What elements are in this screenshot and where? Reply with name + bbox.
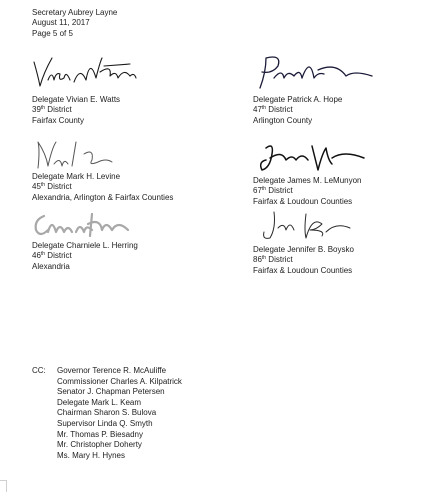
cc-label: CC: (32, 366, 46, 375)
signer-district: 46th District (32, 251, 72, 260)
signer-area: Fairfax & Loudoun Counties (253, 197, 353, 206)
signature-watts (30, 52, 140, 92)
signer-district: 47th District (253, 105, 293, 114)
signer-area: Fairfax County (32, 116, 85, 125)
signer-district: 45th District (32, 182, 72, 191)
cc-list (57, 366, 182, 461)
signer-area: Arlington County (253, 116, 313, 125)
signer-area: Alexandria (32, 262, 70, 271)
recipient-line: Secretary Aubrey Layne (32, 8, 118, 17)
signer-name: Delegate Vivian E. Watts (32, 95, 121, 104)
signer-area: Fairfax & Loudoun Counties (253, 266, 353, 275)
signer-name: Delegate Jennifer B. Boysko (253, 245, 354, 254)
signature-herring (30, 208, 134, 242)
signer-area: Alexandria, Arlington & Fairfax Counties (32, 193, 174, 202)
signature-boysko (256, 208, 356, 244)
signer-name: Delegate Charniele L. Herring (32, 241, 138, 250)
cc-recipient: Mr. Christopher Doherty (57, 440, 142, 450)
cc-recipient: Commissioner Charles A. Kilpatrick (57, 376, 182, 386)
cc-recipient: Senator J. Chapman Petersen (57, 387, 165, 397)
cc-recipient: Governor Terence R. McAuliffe (57, 366, 167, 375)
cc-recipient: Mr. Thomas P. Biesadny (57, 429, 143, 439)
signature-lemunyon (256, 140, 366, 176)
signer-name: Delegate Patrick A. Hope (253, 95, 343, 104)
signature-hope (254, 52, 374, 90)
signer-district: 39th District (32, 105, 72, 114)
signer-district: 86th District (253, 255, 293, 264)
signature-levine (32, 136, 116, 172)
letter-date: August 11, 2017 (32, 18, 90, 27)
cc-recipient: Supervisor Linda Q. Smyth (57, 418, 153, 428)
cc-recipient: Delegate Mark L. Keam (57, 397, 142, 407)
page-number: Page 5 of 5 (32, 29, 73, 38)
signer-district: 67th District (253, 186, 293, 195)
signer-name: Delegate Mark H. Levine (32, 172, 121, 181)
signer-name: Delegate James M. LeMunyon (253, 176, 362, 185)
cc-recipient: Chairman Sharon S. Bulova (57, 408, 157, 418)
cc-recipient: Ms. Mary H. Hynes (57, 450, 126, 460)
page-corner-mark (0, 480, 7, 492)
